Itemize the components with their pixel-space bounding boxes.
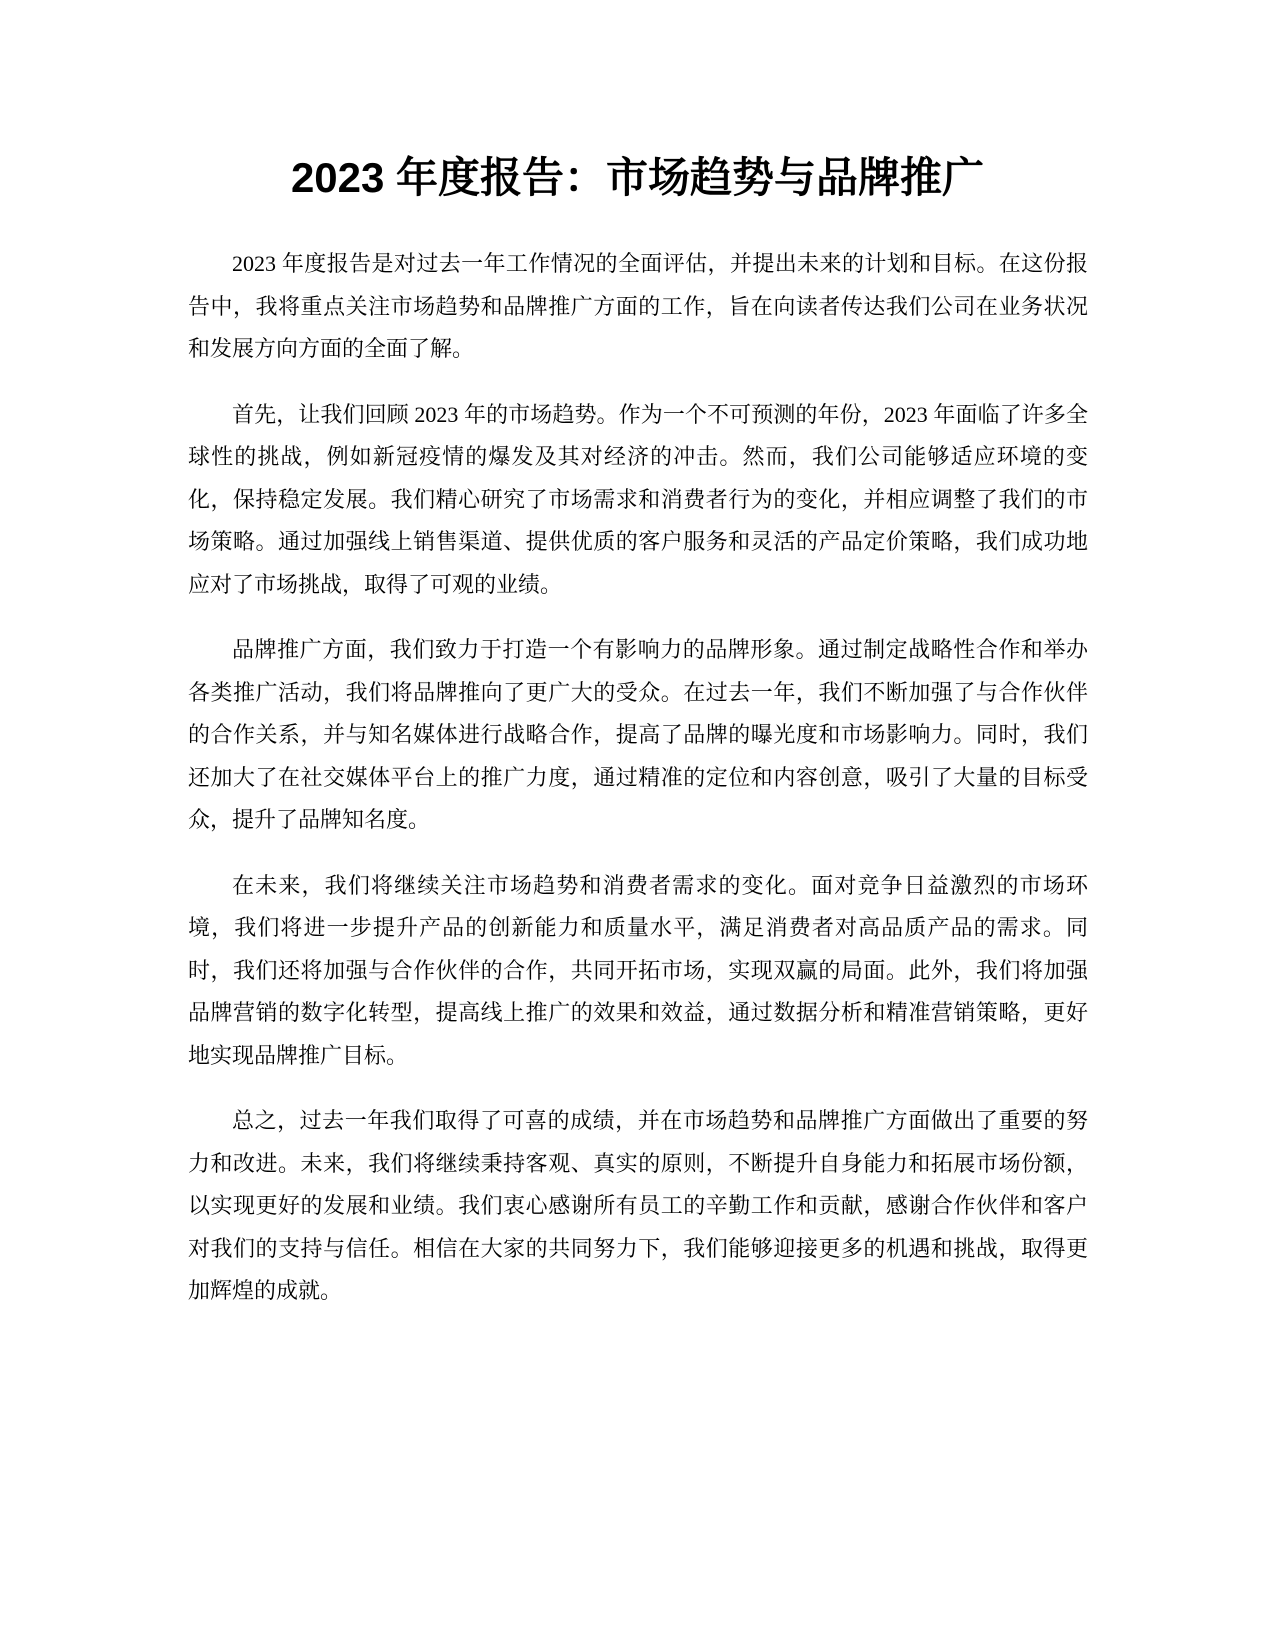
paragraph-market-trends: 首先，让我们回顾 2023 年的市场趋势。作为一个不可预测的年份，2023 年面临了许多全球性的挑战，例如新冠疫情的爆发及其对经济的冲击。然而，我们公司能够适应环境的变化，保持稳定发展。我们精心研究了市场需求和消费者行为的变化，并相应调整了我们的市场策略。通过加强线上销售渠道、提供优质的客户服务和灵活的产品定价策略，我们成功地应对了市场挑战，取得了可观的业绩。 — [188, 401, 1088, 597]
paragraph-conclusion: 总之，过去一年我们取得了可喜的成绩，并在市场趋势和品牌推广方面做出了重要的努力和改进。未来，我们将继续秉持客观、真实的原则，不断提升自身能力和拓展市场份额，以实现更好的发展和业绩。我们衷心感谢所有员工的辛勤工作和贡献，感谢合作伙伴和客户对我们的支持与信任。相信在大家的共同努力下，我们能够迎接更多的机遇和挑战，取得更加辉煌的成就。 — [188, 1108, 1088, 1303]
paragraph-brand-promotion: 品牌推广方面，我们致力于打造一个有影响力的品牌形象。通过制定战略性合作和举办各类推广活动，我们将品牌推向了更广大的受众。在过去一年，我们不断加强了与合作伙伴的合作关系，并与知名媒体进行战略合作，提高了品牌的曝光度和市场影响力。同时，我们还加大了在社交媒体平台上的推广力度，通过精准的定位和内容创意，吸引了大量的目标受众，提升了品牌知名度。 — [188, 637, 1088, 832]
document-title: 2023 年度报告：市场趋势与品牌推广 — [290, 154, 985, 201]
paragraph-intro: 2023 年度报告是对过去一年工作情况的全面评估，并提出未来的计划和目标。在这份报告中，我将重点关注市场趋势和品牌推广方面的工作，旨在向读者传达我们公司在业务状况和发展方向方面的全面了解。 — [188, 251, 1088, 361]
paragraph-future-plans: 在未来，我们将继续关注市场趋势和消费者需求的变化。面对竞争日益激烈的市场环境，我们将进一步提升产品的创新能力和质量水平，满足消费者对高品质产品的需求。同时，我们还将加强与合作伙伴的合作，共同开拓市场，实现双赢的局面。此外，我们将加强品牌营销的数字化转型，提高线上推广的效果和效益，通过数据分析和精准营销策略，更好地实现品牌推广目标。 — [188, 872, 1088, 1068]
document-body — [188, 243, 1088, 1336]
